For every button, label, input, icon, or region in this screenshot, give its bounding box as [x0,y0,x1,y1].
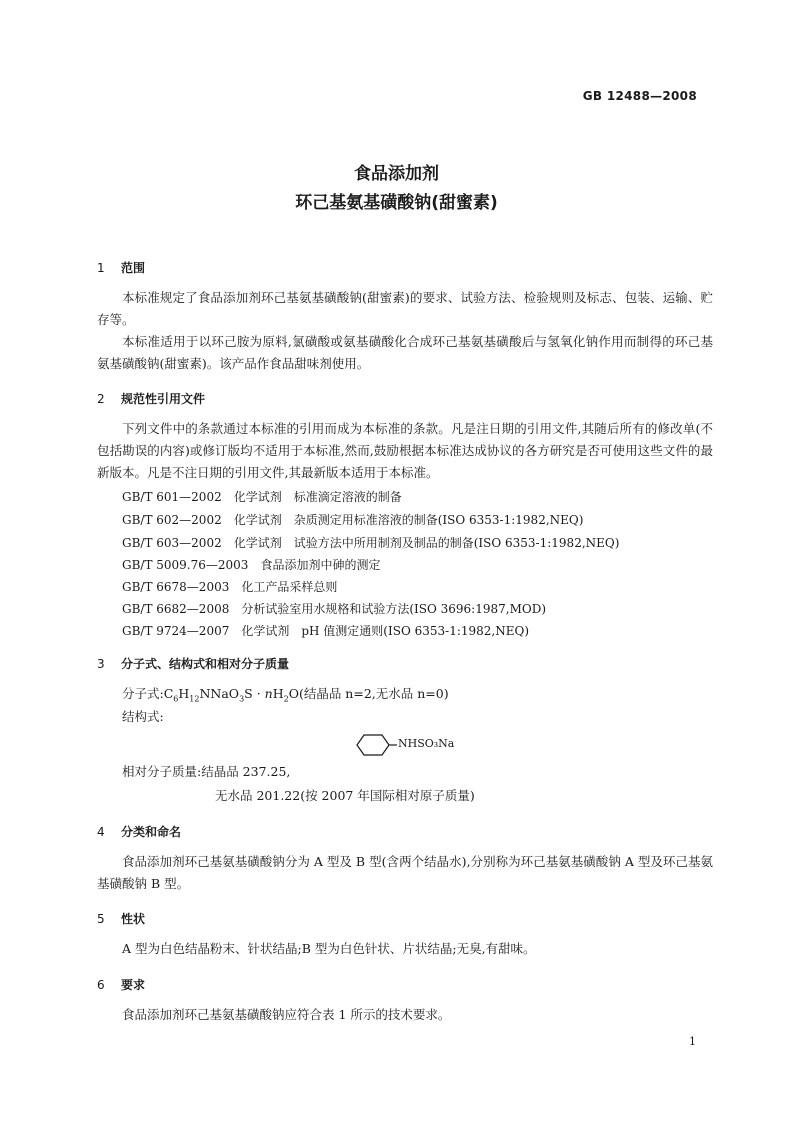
reference-code: GB/T 5009.76—2003 [122,558,249,572]
reference-title: 化学试剂 试验方法中所用制剂及制品的制备(ISO 6353-1:1982,NEQ) [233,536,620,550]
section-6-paragraph-1: 食品添加剂环己基氨基磺酸钠应符合表 1 所示的技术要求。 [122,1007,451,1022]
section-5-paragraph-1: A 型为白色结晶粉末、针状结晶;B 型为白色针状、片状结晶;无臭,有甜味。 [122,941,536,956]
reference-item [122,622,541,639]
section-1-heading [97,259,145,276]
document-title-line2: 环己基氨基磺酸钠(甜蜜素) [295,193,498,213]
reference-code: GB/T 9724—2007 [122,624,230,638]
structure-group: NHSO₃Na [398,737,455,750]
reference-title: 化工产品采样总则 [241,580,338,594]
section-1-paragraph-1: 本标准规定了食品添加剂环己基氨基磺酸钠(甜蜜素)的要求、试验方法、检验规则及标志、包装、运输、贮存等。 [97,290,713,327]
section-3-heading [97,655,289,672]
reference-item [122,511,595,528]
page-number: 1 [689,1035,696,1048]
section-2-paragraph-1: 下列文件中的条款通过本标准的引用而成为本标准的条款。凡是注日期的引用文件,其随后所有的修改单(不包括勘误的内容)或修订版均不适用于本标准,然而,鼓励根据本标准达成协议的各方研究是否可使用这些文件的最新版本。凡是不注日期的引用文件,其最新版本适用于本标准。 [97,421,713,480]
reference-code: GB/T 6682—2008 [122,602,230,616]
reference-code: GB/T 603—2002 [122,536,222,550]
reference-item [122,578,349,595]
section-4-heading [97,823,181,840]
section-2-heading [97,390,205,407]
document-title-line1: 食品添加剂 [354,164,439,184]
section-1-paragraph-2: 本标准适用于以环己胺为原料,氯磺酸或氨基磺酸化合成环己基氨基磺酸后与氢氧化钠作用而制得的环己基氨基磺酸钠(甜蜜素)。该产品作食品甜味剂使用。 [97,334,713,371]
reference-item [122,600,558,617]
section-6-heading [97,976,145,993]
section-number: 6 [97,978,105,992]
section-number: 1 [97,261,105,275]
section-title: 分类和命名 [121,825,182,839]
molecular-mass-label: 相对分子质量:结晶品 237.25, [122,764,291,779]
section-4-paragraph-1: 食品添加剂环己基氨基磺酸钠分为 A 型及 B 型(含两个结晶水),分别称为环己基氨基磺酸钠 A 型及环己基氨基磺酸钠 B 型。 [97,854,713,891]
reference-title: 化学试剂 杂质测定用标准溶液的制备(ISO 6353-1:1982,NEQ) [233,513,584,527]
reference-code: GB/T 602—2002 [122,513,222,527]
standard-number: GB 12488—2008 [582,89,697,103]
molecular-formula [122,684,449,710]
section-number: 5 [97,912,105,926]
formula-expression: $C_6H_{12}NNaO_3S \cdot nH_2O$ [163,686,299,704]
reference-title: 化学试剂 标准滴定溶液的制备 [233,490,402,504]
reference-title: 分析试验室用水规格和试验方法(ISO 3696:1987,MOD) [241,602,547,616]
section-title: 规范性引用文件 [121,392,206,406]
section-title: 范围 [121,261,146,275]
section-number: 2 [97,392,105,406]
reference-item [122,556,392,573]
reference-title: 食品添加剂中砷的测定 [260,558,381,572]
molecular-mass-anhydrous: 无水品 201.22(按 2007 年国际相对原子质量) [215,788,475,803]
section-number: 4 [97,825,105,839]
section-title: 分子式、结构式和相对分子质量 [121,657,290,671]
section-title: 性状 [121,912,146,926]
reference-title: 化学试剂 pH 值测定通则(ISO 6353-1:1982,NEQ) [241,624,530,638]
formula-label: 分子式: [122,686,164,701]
formula-note: (结晶品 n=2,无水品 n=0) [298,686,449,701]
reference-code: GB/T 601—2002 [122,490,222,504]
structure-label: 结构式: [122,709,164,724]
reference-item [122,488,414,505]
reference-code: GB/T 6678—2003 [122,580,230,594]
section-title: 要求 [121,978,146,992]
section-number: 3 [97,657,105,671]
reference-item [122,534,631,551]
section-5-heading [97,910,145,927]
